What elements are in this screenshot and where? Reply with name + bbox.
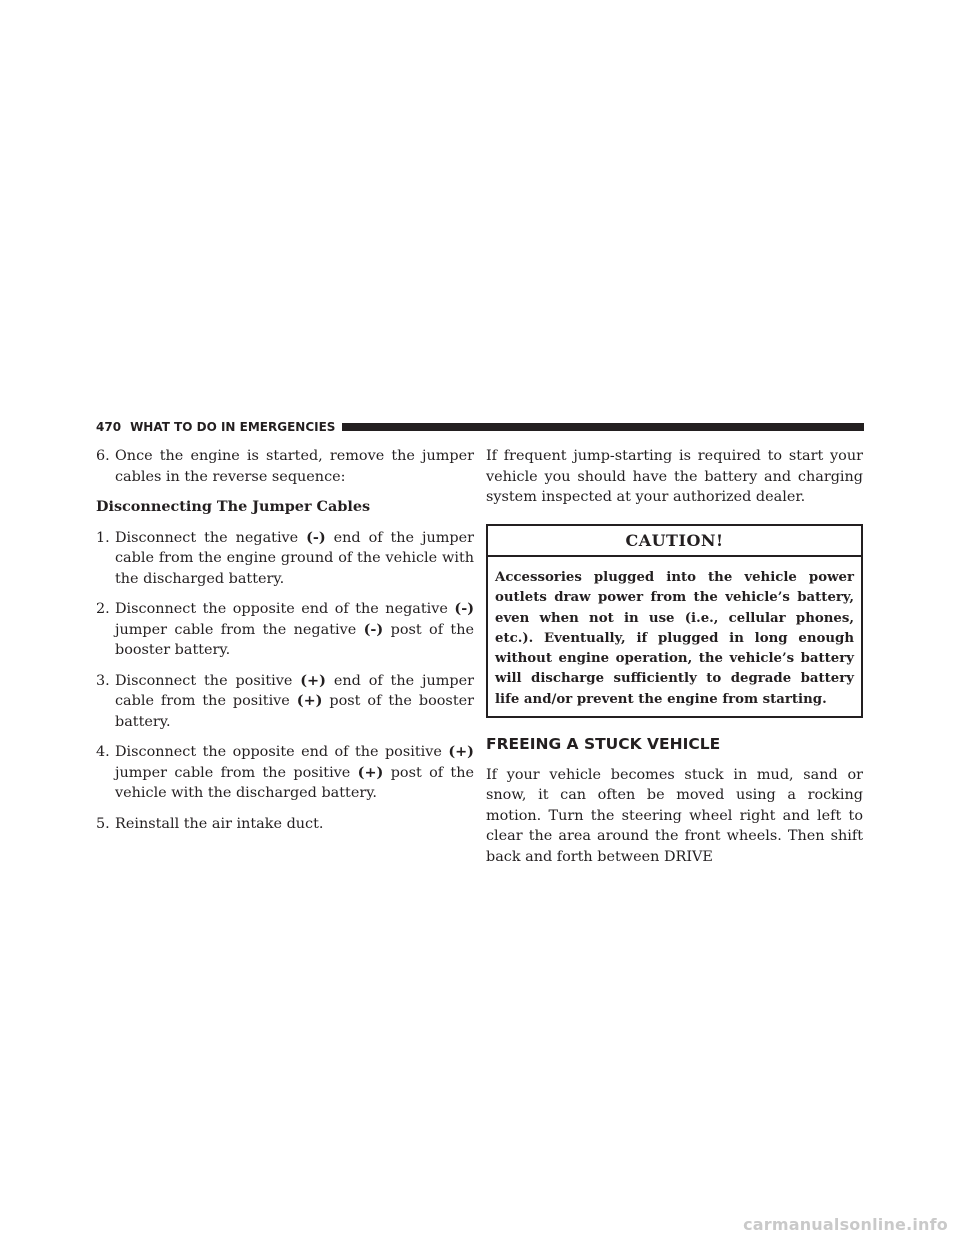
list-item [96, 599, 474, 661]
caution-title: CAUTION! [488, 526, 861, 558]
negative-symbol: (-) [363, 620, 384, 638]
step-text: Disconnect the opposite end of the negative (-) jumper cable from the negative (-) post of the booster battery. [115, 600, 475, 658]
section-heading: FREEING A STUCK VEHICLE [486, 735, 721, 754]
header-rule [342, 423, 864, 431]
intro-paragraph: If frequent jump-starting is required to start your vehicle you should have the battery and charging system inspected at your authorized dealer. [486, 448, 863, 505]
right-column [486, 446, 863, 877]
positive-symbol: (+) [300, 671, 326, 689]
left-column [96, 446, 474, 844]
step-text: Reinstall the air intake duct. [115, 815, 324, 832]
step-number: 3. [96, 672, 110, 689]
step-text: Once the engine is started, remove the jumper cables in the reverse sequence: [115, 448, 474, 485]
caution-text: Accessories plugged into the vehicle power outlets draw power from the vehicle’s battery, even when not in use (i.e., cellular phones, etc.). Eventually, if plugged in long enough without engine operation, the vehicle’s battery will discharge sufficiently to degrade battery life and/or prevent the engine from starting. [495, 570, 854, 707]
step-number: 1. [96, 529, 110, 546]
body-paragraph: If your vehicle becomes stuck in mud, sand or snow, it can often be moved using a rocking motion. Turn the steering wheel right and left to clear the area around the front wheels. Then shift back and forth between DRIVE [486, 766, 863, 865]
page-number: 470 [96, 420, 122, 434]
positive-symbol: (+) [357, 763, 384, 781]
step-text: Disconnect the positive (+) end of the jumper cable from the positive (+) post of the booster battery. [115, 671, 474, 730]
caution-box [486, 524, 863, 719]
subheading: Disconnecting The Jumper Cables [96, 498, 371, 515]
step-number: 6. [96, 448, 110, 464]
list-item [96, 814, 474, 835]
positive-symbol: (+) [448, 743, 474, 760]
watermark: carmanualsonline.info [743, 1215, 948, 1234]
step-number: 4. [96, 744, 110, 760]
list-item [96, 446, 474, 487]
list-item [96, 528, 474, 590]
page-header [96, 418, 864, 436]
step-number: 2. [96, 601, 110, 617]
step-number: 5. [96, 815, 110, 832]
list-item [96, 671, 474, 733]
section-title: WHAT TO DO IN EMERGENCIES [130, 420, 336, 434]
negative-symbol: (-) [306, 528, 326, 546]
positive-symbol: (+) [296, 692, 323, 709]
step-text: Disconnect the opposite end of the positive (+) jumper cable from the positive (+) post of the vehicle with the discharged battery. [115, 743, 474, 801]
step-text: Disconnect the negative (-) end of the jumper cable from the engine ground of the vehicle with the discharged battery. [115, 528, 474, 587]
list-item [96, 742, 474, 804]
negative-symbol: (-) [454, 600, 474, 617]
